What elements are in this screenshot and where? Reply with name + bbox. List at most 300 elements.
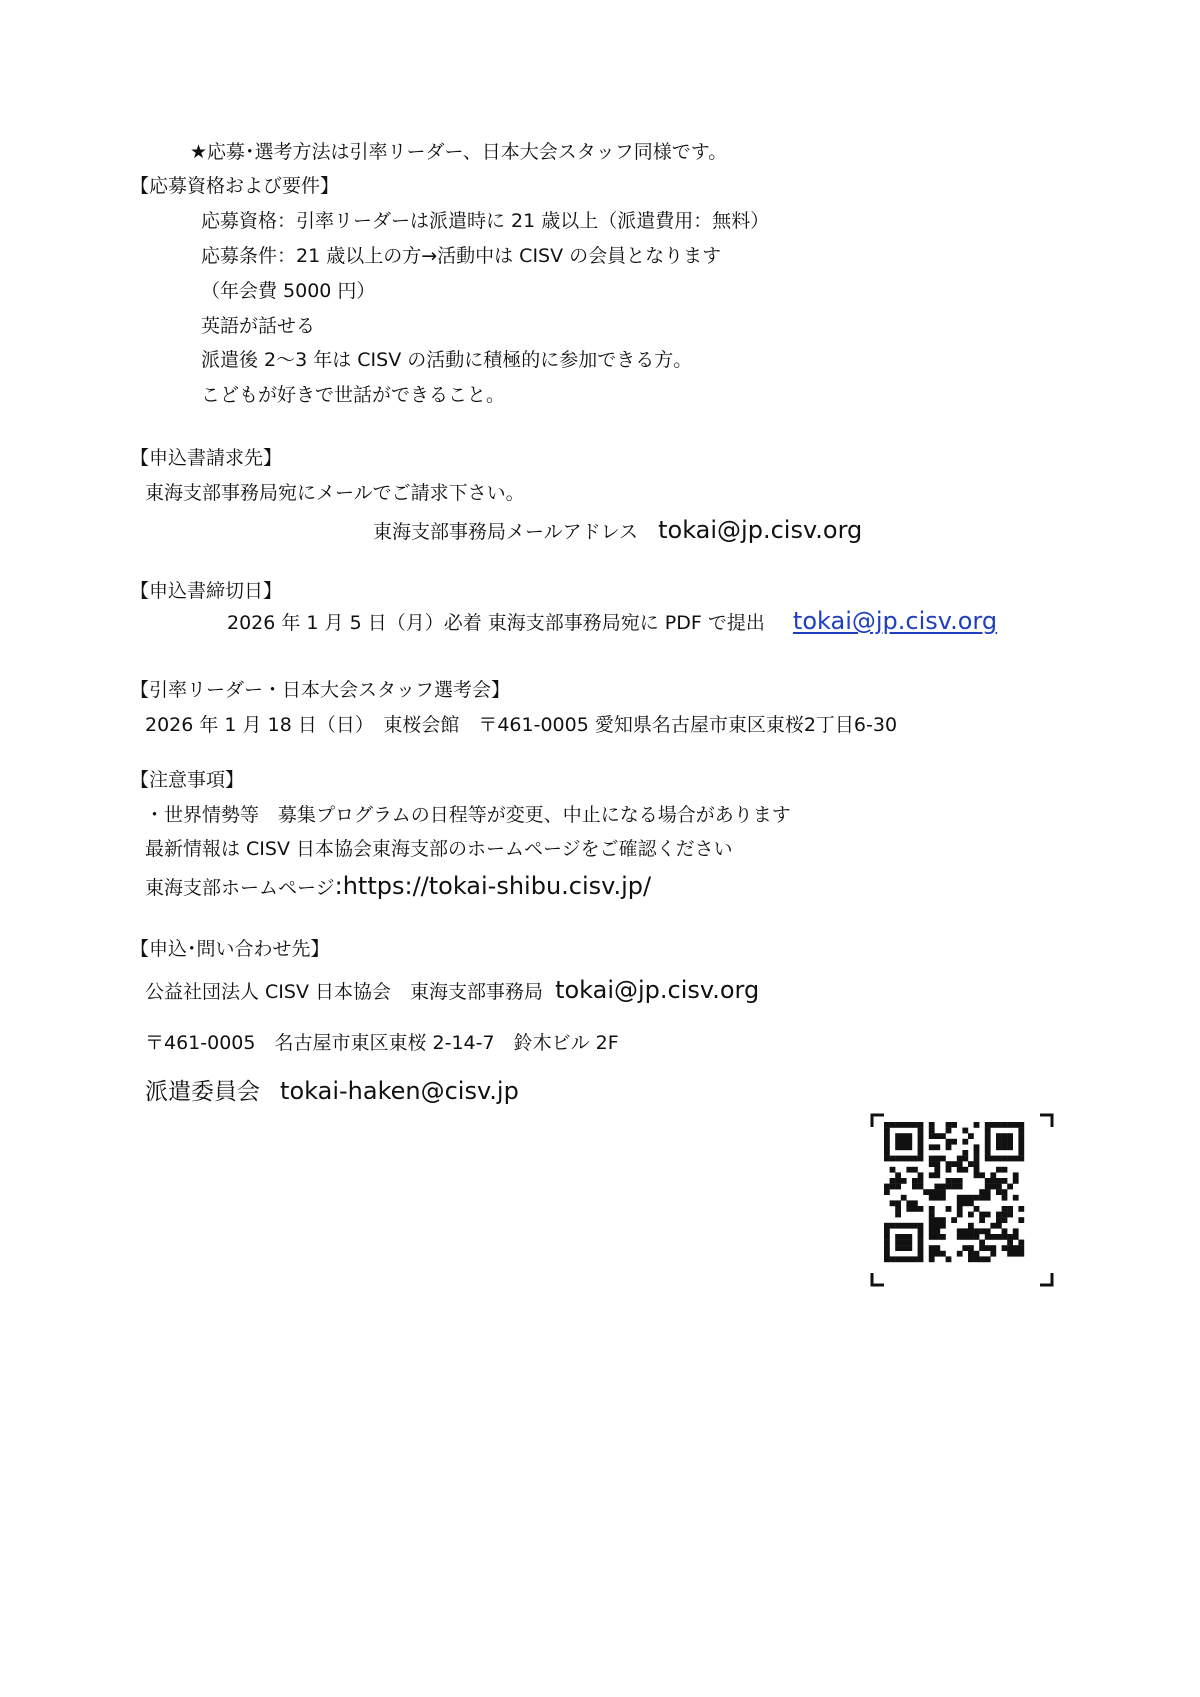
qr-module [912, 1122, 918, 1128]
qr-module [895, 1172, 901, 1178]
qr-module [979, 1240, 985, 1246]
qr-module [929, 1144, 935, 1150]
qr-module [901, 1256, 907, 1262]
qr-module [940, 1223, 946, 1229]
qr-module [1002, 1217, 1008, 1223]
qr-module [957, 1228, 963, 1234]
qr-module [918, 1122, 924, 1128]
qr-module [985, 1133, 991, 1139]
notes-line: 最新情報は CISV 日本協会東海支部のホームページをご確認ください [145, 838, 733, 860]
qr-module [906, 1144, 912, 1150]
qr-module [946, 1139, 952, 1145]
qr-module [934, 1228, 940, 1234]
qr-module [895, 1234, 901, 1240]
qr-module [890, 1178, 896, 1184]
committee-email[interactable]: tokai-haken@cisv.jp [280, 1077, 519, 1105]
qr-module [1002, 1234, 1008, 1240]
qr-module [990, 1172, 996, 1178]
qr-module [1007, 1139, 1013, 1145]
qr-module [895, 1240, 901, 1246]
qr-module [895, 1206, 901, 1212]
qr-module [979, 1212, 985, 1218]
qr-module [957, 1212, 963, 1218]
intro-note: ★応募･選考方法は引率リーダー、日本大会スタッフ同様です。 [190, 141, 728, 163]
qr-module [1002, 1156, 1008, 1162]
qr-module [974, 1228, 980, 1234]
qr-module [929, 1189, 935, 1195]
qr-module [951, 1217, 957, 1223]
qr-module [957, 1178, 963, 1184]
qr-module [974, 1251, 980, 1257]
qr-module [974, 1150, 980, 1156]
qr-module [934, 1195, 940, 1201]
qr-module [890, 1184, 896, 1190]
qr-module [985, 1234, 991, 1240]
qr-module [1013, 1234, 1019, 1240]
qr-module [996, 1122, 1002, 1128]
qr-module [990, 1251, 996, 1257]
qr-module [901, 1178, 907, 1184]
qr-module [1018, 1128, 1024, 1134]
qr-module [890, 1223, 896, 1229]
qr-module [974, 1122, 980, 1128]
qr-module [884, 1144, 890, 1150]
qr-module [906, 1200, 912, 1206]
qualification-line: （年会費 5000 円） [201, 280, 376, 302]
qr-module [951, 1178, 957, 1184]
selection-heading: 【引率リーダー・日本大会スタッフ選考会】 [130, 679, 511, 701]
qr-module [912, 1167, 918, 1173]
qr-module [895, 1245, 901, 1251]
qualification-line: 応募資格：引率リーダーは派遣時に 21 歳以上（派遣費用：無料） [201, 210, 770, 232]
qr-module [906, 1167, 912, 1173]
qr-module [918, 1228, 924, 1234]
request-email[interactable]: tokai@jp.cisv.org [658, 516, 863, 544]
qr-module [996, 1234, 1002, 1240]
qr-module [940, 1195, 946, 1201]
qr-module [979, 1256, 985, 1262]
qr-module [1018, 1251, 1024, 1257]
qr-module [929, 1223, 935, 1229]
request-address [373, 517, 862, 545]
qr-module [918, 1223, 924, 1229]
homepage-url[interactable]: :https://tokai-shibu.cisv.jp/ [334, 872, 652, 900]
qr-module [884, 1128, 890, 1134]
qr-module [1013, 1122, 1019, 1128]
qr-module [996, 1212, 1002, 1218]
qr-module [884, 1189, 890, 1195]
request-heading: 【申込書請求先】 [130, 447, 283, 469]
qr-module [934, 1144, 940, 1150]
qr-module [1018, 1206, 1024, 1212]
qr-module [946, 1167, 952, 1173]
qr-module [929, 1133, 935, 1139]
qr-module [918, 1150, 924, 1156]
qr-module [957, 1161, 963, 1167]
qr-module [962, 1200, 968, 1206]
qr-module [974, 1167, 980, 1173]
qr-module [912, 1156, 918, 1162]
qr-module [918, 1184, 924, 1190]
qr-module [884, 1251, 890, 1257]
qr-module [962, 1156, 968, 1162]
qr-module [1002, 1178, 1008, 1184]
qr-module [968, 1195, 974, 1201]
qr-module [918, 1245, 924, 1251]
qr-module [1018, 1150, 1024, 1156]
qr-code-graphic [870, 1113, 1054, 1287]
qr-module [884, 1245, 890, 1251]
qr-module [929, 1228, 935, 1234]
qr-module [1007, 1212, 1013, 1218]
qr-module [985, 1150, 991, 1156]
qr-module [957, 1200, 963, 1206]
qr-module [1013, 1228, 1019, 1234]
qr-module [929, 1206, 935, 1212]
qr-module [1002, 1189, 1008, 1195]
qr-module [990, 1234, 996, 1240]
deadline-email-link[interactable]: tokai@jp.cisv.org [792, 607, 998, 635]
qr-module [934, 1172, 940, 1178]
qr-module [979, 1245, 985, 1251]
qr-module [1007, 1133, 1013, 1139]
qr-module [979, 1189, 985, 1195]
qr-module [918, 1156, 924, 1162]
qr-module [996, 1133, 1002, 1139]
qr-module [962, 1150, 968, 1156]
qr-module [884, 1223, 890, 1229]
qr-module [929, 1256, 935, 1262]
qr-module [918, 1139, 924, 1145]
request-text: 東海支部事務局宛にメールでご請求下さい。 [145, 482, 525, 504]
qr-module [906, 1206, 912, 1212]
qr-module [951, 1184, 957, 1190]
qr-module [990, 1122, 996, 1128]
qr-module [929, 1122, 935, 1128]
qualification-line: 応募条件：21 歳以上の方→活動中は CISV の会員となります [201, 245, 722, 267]
qr-module [890, 1156, 896, 1162]
qr-module [895, 1223, 901, 1229]
request-address-label: 東海支部事務局メールアドレス [373, 521, 639, 543]
contact-heading: 【申込･問い合わせ先】 [130, 938, 330, 960]
qr-module [940, 1156, 946, 1162]
qr-module [934, 1245, 940, 1251]
qr-module [968, 1228, 974, 1234]
qr-module [968, 1212, 974, 1218]
qr-module [934, 1184, 940, 1190]
qr-module [996, 1167, 1002, 1173]
qr-module [884, 1122, 890, 1128]
qr-module [962, 1234, 968, 1240]
qr-module [1018, 1139, 1024, 1145]
qr-module [968, 1133, 974, 1139]
qr-module [884, 1150, 890, 1156]
qr-module [906, 1234, 912, 1240]
qr-module [890, 1256, 896, 1262]
qr-module [1007, 1184, 1013, 1190]
qr-module [934, 1133, 940, 1139]
qr-module [962, 1195, 968, 1201]
qr-module [901, 1156, 907, 1162]
qr-module [1018, 1122, 1024, 1128]
selection-text: 2026 年 1 月 18 日（日） 東桜会館 〒461-0005 愛知県名古屋市東区東桜2丁目6-30 [145, 714, 898, 736]
qr-module [906, 1122, 912, 1128]
qr-module [974, 1156, 980, 1162]
qr-module [962, 1139, 968, 1145]
qr-module [1002, 1139, 1008, 1145]
qr-module [934, 1234, 940, 1240]
qr-module [974, 1256, 980, 1262]
deadline-heading: 【申込書締切日】 [130, 580, 283, 602]
qr-module [985, 1195, 991, 1201]
qr-module [901, 1133, 907, 1139]
qr-module [946, 1161, 952, 1167]
qr-module [912, 1256, 918, 1262]
qr-module [906, 1133, 912, 1139]
homepage-label: 東海支部ホームページ [145, 877, 335, 899]
qr-module [957, 1251, 963, 1257]
qr-module [929, 1212, 935, 1218]
qr-module [996, 1223, 1002, 1229]
qr-module [912, 1223, 918, 1229]
qr-module [985, 1156, 991, 1162]
committee-line [145, 1078, 519, 1106]
qr-module [934, 1161, 940, 1167]
qr-module [957, 1206, 963, 1212]
qr-module [962, 1167, 968, 1173]
qr-module [1007, 1245, 1013, 1251]
qr-module [1018, 1217, 1024, 1223]
qr-module [929, 1217, 935, 1223]
qr-module [962, 1245, 968, 1251]
qr-code [870, 1113, 1054, 1287]
qr-module [1002, 1245, 1008, 1251]
qr-module [890, 1167, 896, 1173]
qr-module [934, 1223, 940, 1229]
qr-module [901, 1223, 907, 1229]
qr-module [884, 1240, 890, 1246]
qr-module [985, 1245, 991, 1251]
qr-module [974, 1234, 980, 1240]
qr-module [962, 1128, 968, 1134]
qr-module [884, 1228, 890, 1234]
contact-org: 公益社団法人 CISV 日本協会 東海支部事務局 [145, 981, 544, 1003]
qr-module [985, 1228, 991, 1234]
qr-module [923, 1189, 929, 1195]
qr-module [895, 1178, 901, 1184]
qr-module [1007, 1206, 1013, 1212]
qr-module [934, 1251, 940, 1257]
qr-module [1013, 1156, 1019, 1162]
qr-module [996, 1156, 1002, 1162]
qr-module [996, 1184, 1002, 1190]
qr-module [1018, 1240, 1024, 1246]
qr-module [968, 1245, 974, 1251]
qr-module [895, 1139, 901, 1145]
qr-module [934, 1167, 940, 1173]
qr-module [890, 1200, 896, 1206]
qr-module [979, 1172, 985, 1178]
qr-module [901, 1122, 907, 1128]
qr-module [1002, 1167, 1008, 1173]
qr-module [1013, 1195, 1019, 1201]
qr-module [990, 1223, 996, 1229]
contact-email[interactable]: tokai@jp.cisv.org [555, 976, 760, 1004]
qr-module [929, 1245, 935, 1251]
qr-module [940, 1189, 946, 1195]
qr-module [996, 1178, 1002, 1184]
qr-module [974, 1195, 980, 1201]
qr-module [946, 1122, 952, 1128]
qr-module [929, 1172, 935, 1178]
qr-module [1002, 1212, 1008, 1218]
qr-module [1018, 1133, 1024, 1139]
qr-module [985, 1184, 991, 1190]
qr-module [957, 1156, 963, 1162]
qr-module [968, 1200, 974, 1206]
qr-module [990, 1184, 996, 1190]
contact-org-line [145, 977, 759, 1005]
qr-module [884, 1156, 890, 1162]
qualifications-heading: 【応募資格および要件】 [130, 175, 340, 197]
deadline-text: 2026 年 1 月 5 日（月）必着 東海支部事務局宛に PDF で提出 [227, 612, 765, 634]
qr-module [1018, 1245, 1024, 1251]
qualification-line: こどもが好きで世話ができること。 [201, 384, 506, 406]
qr-module [918, 1144, 924, 1150]
qr-module [912, 1184, 918, 1190]
qr-module [884, 1256, 890, 1262]
qr-module [906, 1223, 912, 1229]
qr-module [946, 1206, 952, 1212]
qr-module [906, 1245, 912, 1251]
qr-module [929, 1251, 935, 1257]
qr-module [895, 1256, 901, 1262]
qualification-line: 派遣後 2～3 年は CISV の活動に積極的に参加できる方。 [201, 349, 693, 371]
qr-module [985, 1128, 991, 1134]
qr-module [996, 1139, 1002, 1145]
qr-module [901, 1245, 907, 1251]
qr-module [940, 1217, 946, 1223]
qr-module [990, 1245, 996, 1251]
qr-module [895, 1144, 901, 1150]
qr-module [918, 1256, 924, 1262]
qr-module [918, 1172, 924, 1178]
contact-address: 〒461-0005 名古屋市東区東桜 2-14-7 鈴木ビル 2F [145, 1032, 619, 1054]
qr-module [895, 1184, 901, 1190]
qr-module [985, 1144, 991, 1150]
qr-module [895, 1133, 901, 1139]
qr-module [996, 1144, 1002, 1150]
qr-module [951, 1122, 957, 1128]
qr-module [901, 1195, 907, 1201]
qr-module [929, 1156, 935, 1162]
qr-module [979, 1195, 985, 1201]
qr-module [968, 1256, 974, 1262]
qr-module [1002, 1122, 1008, 1128]
qr-module [895, 1212, 901, 1218]
qr-module [946, 1256, 952, 1262]
qr-module [918, 1240, 924, 1246]
qr-module [906, 1256, 912, 1262]
qr-module [974, 1144, 980, 1150]
qr-module [918, 1133, 924, 1139]
qr-module [1018, 1156, 1024, 1162]
qr-module [1002, 1144, 1008, 1150]
qr-module [1007, 1251, 1013, 1257]
qr-module [890, 1122, 896, 1128]
qr-module [884, 1133, 890, 1139]
qr-module [1002, 1133, 1008, 1139]
qr-module [901, 1240, 907, 1246]
qr-module [968, 1223, 974, 1229]
qr-module [895, 1200, 901, 1206]
qr-module [1013, 1245, 1019, 1251]
qr-module [962, 1228, 968, 1234]
qr-module [906, 1240, 912, 1246]
qr-module [901, 1234, 907, 1240]
committee-name: 派遣委員会 [145, 1079, 260, 1105]
qr-module [946, 1184, 952, 1190]
qr-module [974, 1161, 980, 1167]
qr-module [985, 1189, 991, 1195]
qr-module [901, 1144, 907, 1150]
qr-module [974, 1172, 980, 1178]
qr-module [918, 1128, 924, 1134]
qr-module [979, 1217, 985, 1223]
qr-module [895, 1122, 901, 1128]
qr-module [901, 1139, 907, 1145]
qr-module [1013, 1178, 1019, 1184]
qr-module [996, 1217, 1002, 1223]
qr-module [985, 1178, 991, 1184]
qr-module [1002, 1195, 1008, 1201]
qr-module [929, 1161, 935, 1167]
qr-module [1002, 1206, 1008, 1212]
qr-module [912, 1200, 918, 1206]
qr-module [884, 1184, 890, 1190]
qr-module [985, 1122, 991, 1128]
qr-module [929, 1195, 935, 1201]
qr-module [934, 1189, 940, 1195]
notes-heading: 【注意事項】 [130, 769, 245, 791]
qr-module [985, 1256, 991, 1262]
qr-module [940, 1234, 946, 1240]
qualification-line: 英語が話せる [201, 315, 316, 337]
qr-module [985, 1139, 991, 1145]
qr-module [968, 1161, 974, 1167]
qr-module [990, 1156, 996, 1162]
qr-module [968, 1234, 974, 1240]
qr-module [906, 1139, 912, 1145]
qr-module [951, 1161, 957, 1167]
qr-module [918, 1234, 924, 1240]
qr-module [951, 1139, 957, 1145]
qr-module [1007, 1144, 1013, 1150]
qr-module [946, 1128, 952, 1134]
qr-module [990, 1178, 996, 1184]
qr-module [979, 1228, 985, 1234]
qr-module [906, 1156, 912, 1162]
qr-module [957, 1184, 963, 1190]
homepage-line [145, 873, 651, 901]
qr-module [929, 1128, 935, 1134]
qr-module [968, 1251, 974, 1257]
qr-module [957, 1167, 963, 1173]
deadline-line [227, 608, 997, 636]
qr-module [957, 1234, 963, 1240]
qr-module [946, 1144, 952, 1150]
qr-module [912, 1206, 918, 1212]
